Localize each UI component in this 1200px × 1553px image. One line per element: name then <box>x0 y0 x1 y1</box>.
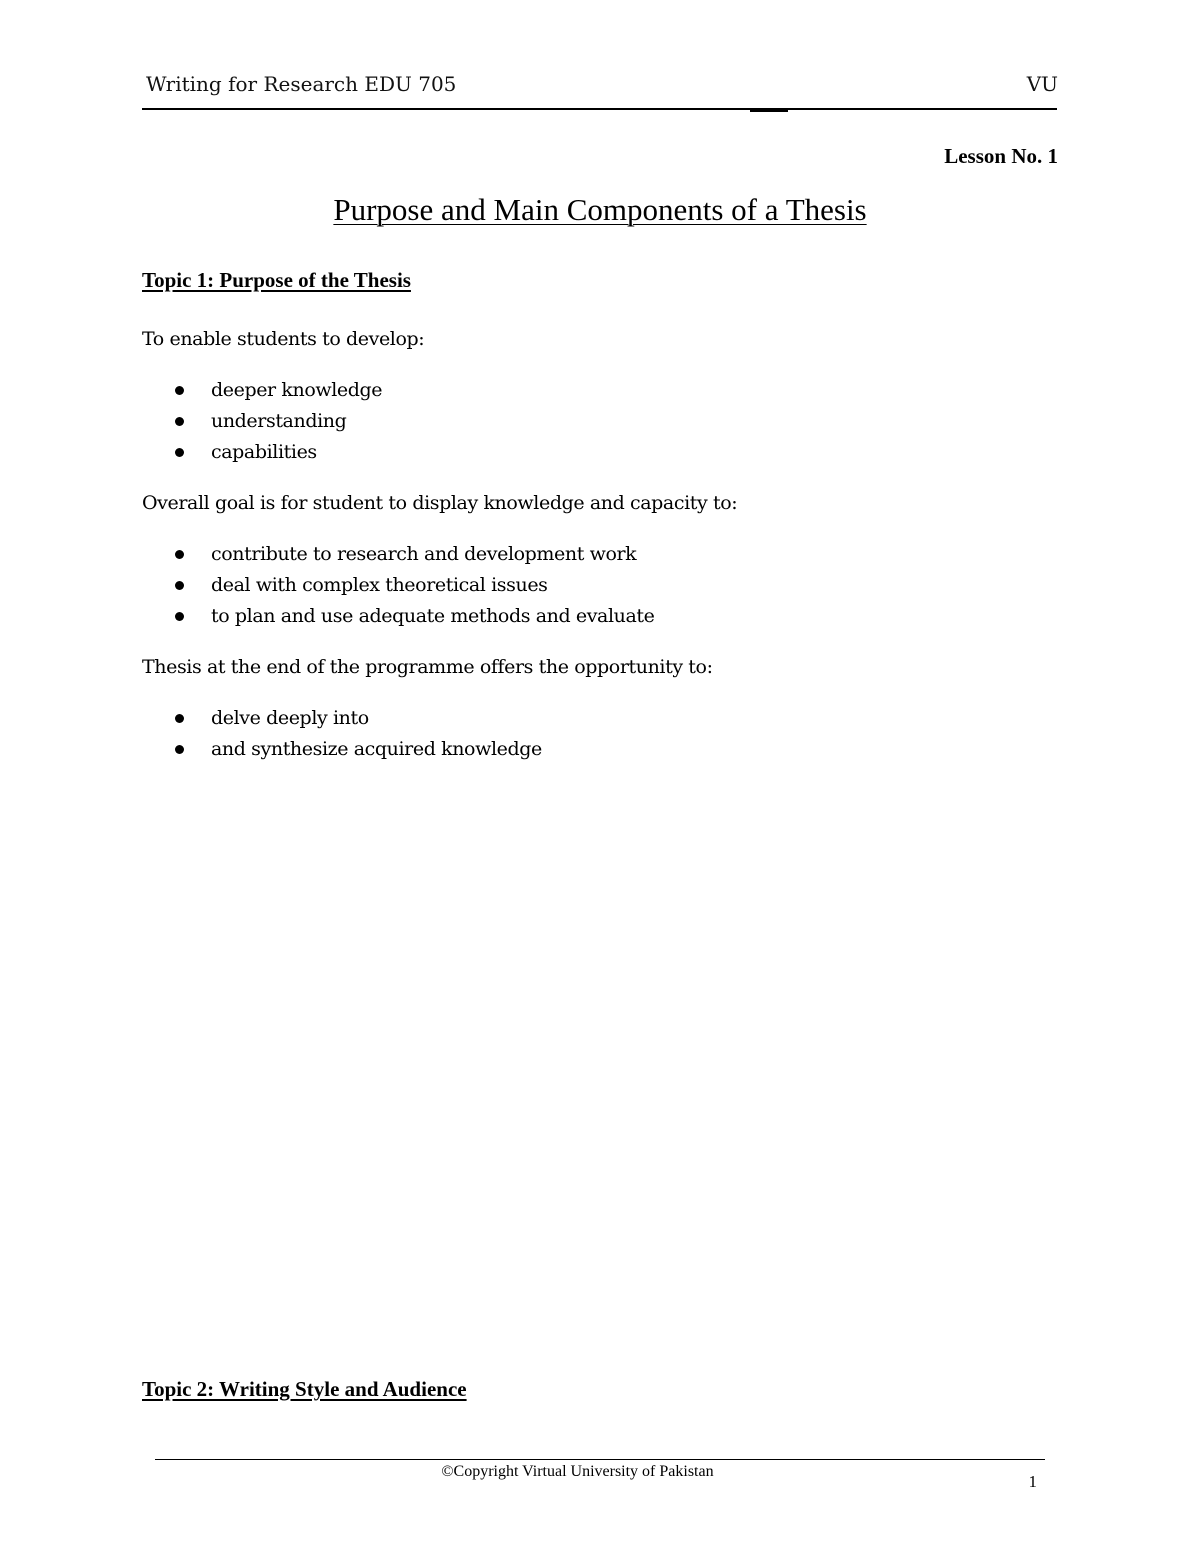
lesson-number: Lesson No. 1 <box>944 144 1058 168</box>
topic1-goal: Overall goal is for student to display knowledge and capacity to: <box>142 492 738 514</box>
bullet-icon <box>175 612 184 621</box>
list-item-text: to plan and use adequate methods and evaluate <box>211 605 655 627</box>
footer-divider <box>155 1459 1045 1460</box>
bullet-icon <box>175 714 184 723</box>
list-item-text: delve deeply into <box>211 707 369 729</box>
bullet-icon <box>175 550 184 559</box>
header-divider <box>142 108 1057 110</box>
topic1-heading: Topic 1: Purpose of the Thesis <box>142 268 411 292</box>
list-item-text: capabilities <box>211 441 317 463</box>
list-item-text: understanding <box>211 410 347 432</box>
bullet-icon <box>175 386 184 395</box>
footer-copyright: ©Copyright Virtual University of Pakistan <box>441 1463 714 1480</box>
list-item-text: contribute to research and development work <box>211 543 637 565</box>
bullet-icon <box>175 581 184 590</box>
header-institution: VU <box>1026 72 1058 96</box>
list-item-text: deeper knowledge <box>211 379 383 401</box>
bullet-icon <box>175 448 184 457</box>
page-title: Purpose and Main Components of a Thesis <box>333 192 867 227</box>
topic1-end: Thesis at the end of the programme offers the opportunity to: <box>142 656 713 678</box>
topic1-intro: To enable students to develop: <box>142 328 425 350</box>
list-item-text: and synthesize acquired knowledge <box>211 738 542 760</box>
header-divider-notch <box>750 110 788 112</box>
bullet-icon <box>175 417 184 426</box>
header-course-title: Writing for Research EDU 705 <box>146 72 457 96</box>
page-number: 1 <box>1028 1472 1037 1491</box>
list-item-text: deal with complex theoretical issues <box>211 574 548 596</box>
topic2-heading: Topic 2: Writing Style and Audience <box>142 1377 467 1401</box>
bullet-icon <box>175 745 184 754</box>
